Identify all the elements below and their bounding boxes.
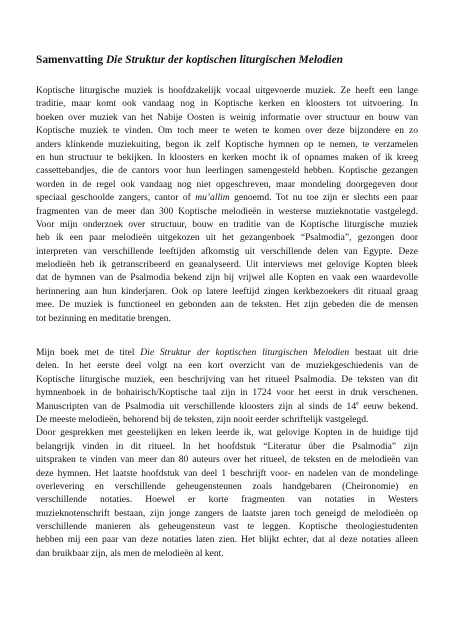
text-line: delen. In het eerste deel volgt na een kort overzicht van de muziekgeschiedenis van de (36, 360, 418, 372)
page-title (36, 53, 426, 67)
text-line (36, 191, 418, 204)
text-run: genoemd. Tot nu toe zijn er slechts een paar (229, 192, 418, 204)
text-line: mee. De muziek is functioneel en gebonden aan de teksten. Het zijn gebeden die de mensen (36, 299, 418, 311)
text-line: dan bruikbaar zijn, als men de melodieën al kent. (36, 547, 224, 559)
text-line: worden in de regel ook vandaag nog niet opgeschreven, maar mondeling doorgegeven door (36, 178, 418, 190)
text-line: fragmenten van de meer dan 300 Koptische melodieën in westerse muzieknotatie vastgelegd. (36, 205, 418, 217)
title-prefix: Samenvatting (36, 54, 104, 66)
text-run: speciaal geschoolde zangers, cantor of (36, 192, 196, 204)
text-line: De meeste melodieën, behorend bij de teksten, zijn nooit eerder schriftelijk vastgelegd. (36, 413, 369, 425)
text-line: boeken over muziek van het Nabije Oosten is weinig informatie over structuur en bouw van (36, 111, 418, 123)
text-line: melodieën heb ik getranscribeerd en geanalyseerd. Uit interviews met gelovige Kopten bleek (36, 259, 418, 271)
text-line: Koptische muziek te vinden. Om toch meer te weten te komen over deze bijzondere en zo (36, 125, 418, 137)
text-line: heb ik een paar melodieën uitgekozen uit het gezangenboek “Psalmodia”, gezongen door (36, 232, 418, 244)
title-book-name: Die Struktur der koptischen liturgischen Melodien (105, 54, 343, 66)
text-line: en hun structuur te bekijken. In kloosters en kerken mocht ik of opnames maken of ik kreeg (36, 151, 418, 163)
text-line: deze hymnen. Het laatste hoofdstuk van deel 1 beschrijft voor- en nadelen van de mondelinge (36, 467, 418, 479)
superscript: e (356, 400, 359, 407)
text-line: cassettebandjes, die de cantors voor hun leerlingen samengesteld hebben. Koptische gezangen (36, 165, 418, 177)
text-line: overlevering en verschillende geheugensteunen zoals handgebaren (Cheironomie) en (36, 480, 418, 492)
text-line: Koptische liturgische muziek is hoofdzakelijk vocaal uitgevoerde muziek. Ze heeft een lange (36, 85, 418, 96)
text-line: dat de hymnen van de Psalmodia bekend zijn bij vrijwel alle Kopten en vaak een waardevolle (36, 272, 418, 284)
text-line: Door gesprekken met geestelijken en leken leerde ik, wat gelovige Kopten in de huidige tijd (36, 427, 418, 439)
text-line: Voor mijn onderzoek over structuur, bouw en traditie van de Koptische liturgische muziek (36, 218, 418, 230)
italic-text: Die Struktur der koptischen liturgischen Melodien (140, 347, 350, 358)
text-line: uitspraken te vinden van meer dan 80 auteurs over het ritueel, de teksten en de melodieën van (36, 454, 418, 466)
text-line: verschillende manieren als geheugensteun vast te leggen. Koptische theologiestudenten (36, 521, 418, 533)
text-line: hebben mij een paar van deze notaties laten zien. Het blijkt echter, dat al deze notaties alleen (36, 534, 418, 546)
italic-text: mu’allim (195, 192, 230, 204)
text-run: bestaat uit drie (349, 347, 419, 358)
text-line: interpreten van verschillende leeftijden afkomstig uit verschillende delen van Egypte. Deze (36, 245, 418, 257)
text-line: belangrijk vinden in dit ritueel. In het hoofdstuk “Literatur über die Psalmodia” zijn (36, 440, 418, 452)
text-line: hymnenboek in de bohairisch/Koptische taal zijn in 1724 voor het eerst in druk verschenen. (36, 387, 418, 399)
text-run: eeuw bekend. (358, 400, 418, 412)
text-run: Manuscripten van de Psalmodia uit verschillende kloosters zijn al sinds de 14 (36, 400, 357, 412)
text-line: Koptische liturgische muziek, een beschrijving van het ritueel Psalmodia. De teksten van dit (36, 373, 418, 385)
text-line: verschillende notaties. Hoewel er korte fragmenten van notaties in Westers (36, 494, 418, 506)
text-line: tot bezinning en meditatie brengen. (36, 312, 171, 324)
text-line (36, 400, 418, 413)
text-line: traditie, maar komt ook vandaag nog in Koptische kerken en kloosters tot uitvoering. In (36, 98, 418, 110)
text-line: herinnering aan hun kinderjaren. Ook op latere leeftijd zingen kerkbezoekers dit rituaal graag (36, 285, 418, 297)
text-line: anders klinkende muziekuiting, begon ik zelf Koptische hymnen op te nemen, te verzamelen (36, 138, 418, 150)
text-line (36, 346, 418, 359)
summary-paragraph-1 (36, 84, 418, 325)
text-run: Mijn boek met de titel (36, 347, 141, 358)
text-line: muzieknotenschrift bestaan, zijn jonge zangers de laatste jaren toch geneigd de melodieën op (36, 507, 418, 519)
summary-paragraph-2 (36, 346, 418, 560)
